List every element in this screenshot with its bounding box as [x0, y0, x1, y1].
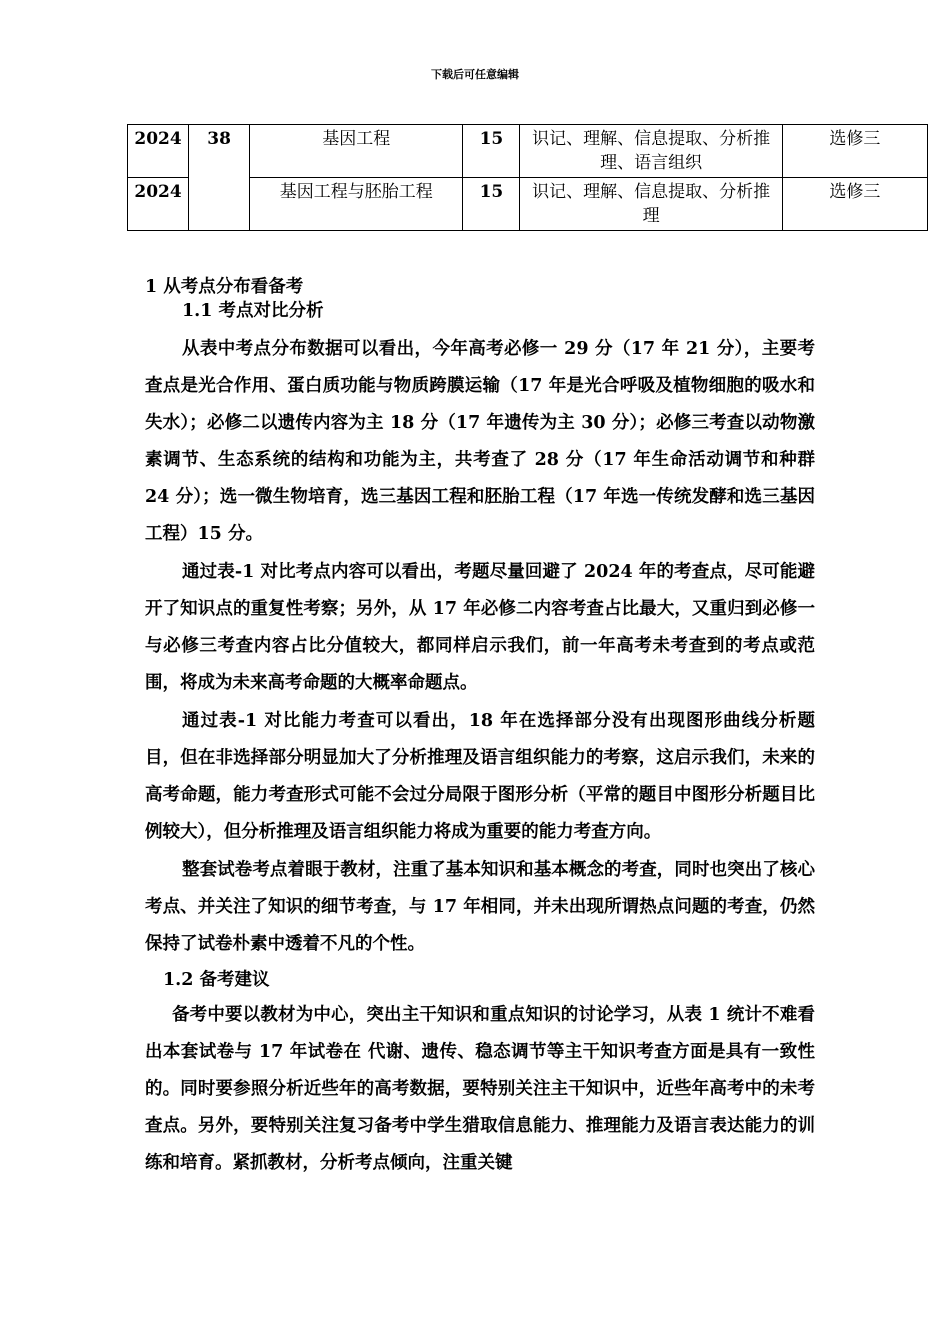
score-cell: 15 [463, 125, 520, 178]
ability-cell: 识记、理解、信息提取、分析推理 [520, 178, 782, 231]
score-table [127, 124, 928, 231]
score-cell: 15 [463, 178, 520, 231]
module-cell: 选修三 [782, 125, 927, 178]
table-row [128, 125, 928, 178]
paragraph: 整套试卷考点着眼于教材，注重了基本知识和基本概念的考查，同时也突出了核心考点、并关注了知识的细节考查，与 17 年相同，并未出现所谓热点问题的考查，仍然保持了试卷朴素中透着不凡的个性。 [145, 860, 815, 954]
paragraph: 备考中要以教材为中心，突出主干知识和重点知识的讨论学习，从表 1 统计不难看出本套试卷与 17 年试卷在 代谢、遗传、稳态调节等主干知识考查方面是具有一致性的。同时要参照分析近些年的高考数据，要特别关注主干知识中，近些年高考中的未考查点。另外，要特别关注复习备考中学生猎取信息能力、推理能力及语言表达能力的训练和培育。紧抓教材，分析考点倾向，注重关键 [145, 1005, 815, 1173]
ability-cell: 识记、理解、信息提取、分析推理、语言组织 [520, 125, 782, 178]
paragraph: 通过表-1 对比考点内容可以看出，考题尽量回避了 2024 年的考查点，尽可能避开了知识点的重复性考察；另外，从 17 年必修二内容考查占比最大，又重归到必修一与必修三考查内容占比分值较大，都同样启示我们，前一年高考未考查到的考点或范围，将成为未来高考命题的大概率命题点。 [145, 562, 815, 693]
topic-cell: 基因工程 [250, 125, 463, 178]
question-number-cell: 38 [189, 125, 250, 231]
module-cell: 选修三 [782, 178, 927, 231]
year-cell: 2024 [128, 125, 189, 178]
year-cell: 2024 [128, 178, 189, 231]
subsection-heading: 1.2 备考建议 [163, 970, 270, 990]
header-note: 下载后可任意编辑 [431, 68, 519, 81]
section-heading: 1 从考点分布看备考 [145, 277, 304, 297]
article-body [145, 275, 815, 1182]
paragraph: 通过表-1 对比能力考查可以看出，18 年在选择部分没有出现图形曲线分析题目，但在非选择部分明显加大了分析推理及语言组织能力的考察，这启示我们，未来的高考命题，能力考查形式可能不会过分局限于图形分析（平常的题目中图形分析题目比例较大），但分析推理及语言组织能力将成为重要的能力考查方向。 [145, 711, 815, 842]
subsection-heading: 1.1 考点对比分析 [182, 301, 324, 321]
topic-cell: 基因工程与胚胎工程 [250, 178, 463, 231]
paragraph: 从表中考点分布数据可以看出，今年高考必修一 29 分（17 年 21 分），主要考查点是光合作用、蛋白质功能与物质跨膜运输（17 年是光合呼吸及植物细胞的吸水和失水）；必修二以遗传内容为主 18 分（17 年遗传为主 30 分）；必修三考查以动物激素调节、生态系统的结构和功能为主，共考查了 28 分（17 年生命活动调节和种群 24 分）；选一微生物培育，选三基因工程和胚胎工程（17 年选一传统发酵和选三基因工程）15 分。 [145, 339, 815, 544]
